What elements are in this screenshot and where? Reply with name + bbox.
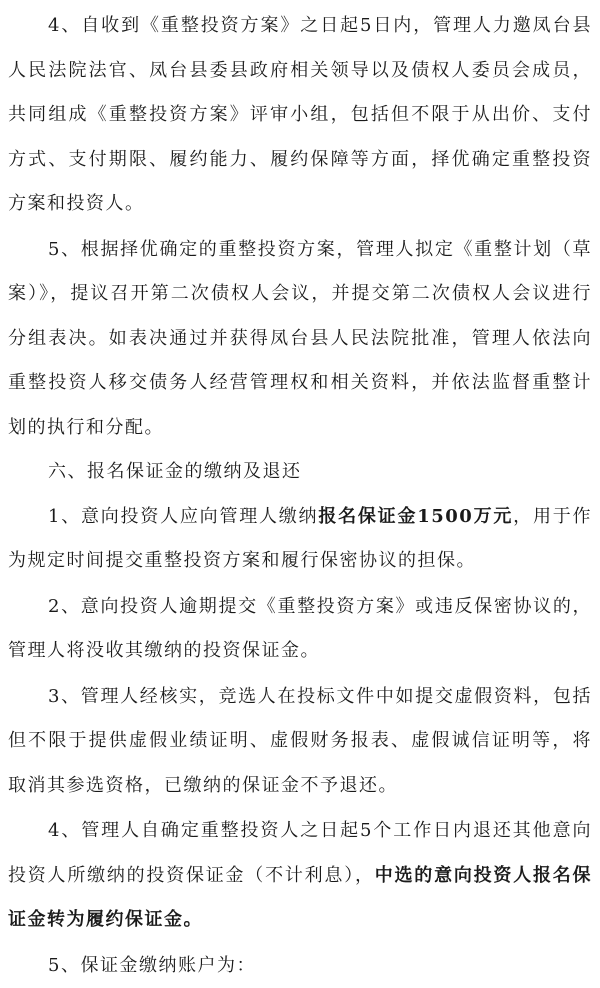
deposit-item-4 (8, 809, 592, 943)
deposit-item-2 (8, 585, 592, 674)
deposit-item-4-text: 4、管理人自确定重整投资人之日起5个工作日内退还其他意向投资人所缴纳的投资保证金（不计利息）， (8, 820, 592, 886)
deposit-item-1-bold: 报名保证金1500万元 (318, 506, 513, 527)
paragraph-item-4: 4、自收到《重整投资方案》之日起5日内，管理人力邀凤台县人民法院法官、凤台县委县政府相关领导以及债权人委员会成员，共同组成《重整投资方案》评审小组，包括但不限于从出价、支付方式、支付期限、履约能力、履约保障等方面，择优确定重整投资方案和投资人。 (8, 4, 592, 227)
deposit-item-4-bold: 中选的意向投资人报名保证金转为履约保证金。 (8, 865, 592, 931)
deposit-item-5 (8, 944, 592, 988)
paragraph-item-5: 5、根据择优确定的重整投资方案，管理人拟定《重整计划（草案）》，提议召开第二次债权人会议，并提交第二次债权人会议进行分组表决。如表决通过并获得凤台县人民法院批准，管理人依法向重整投资人移交债务人经营管理权和相关资料，并依法监督重整计划的执行和分配。 (8, 228, 592, 451)
deposit-item-1-tail: ，用于作为规定时间提交重整投资方案和履行保密协议的担保。 (8, 506, 592, 572)
deposit-item-2-text: 2、意向投资人逾期提交《重整投资方案》或违反保密协议的，管理人将没收其缴纳的投资保证金。 (8, 596, 592, 662)
deposit-item-5-text: 5、保证金缴纳账户为： (48, 955, 256, 976)
deposit-item-3 (8, 675, 592, 809)
section-heading: 六、报名保证金的缴纳及退还 (8, 450, 592, 495)
deposit-item-3-text: 3、管理人经核实，竞选人在投标文件中如提交虚假资料，包括但不限于提供虚假业绩证明、虚假财务报表、虚假诚信证明等，将取消其参选资格，已缴纳的保证金不予退还。 (8, 686, 592, 796)
deposit-item-1-text: 1、意向投资人应向管理人缴纳 (48, 506, 318, 527)
deposit-item-1 (8, 495, 592, 584)
